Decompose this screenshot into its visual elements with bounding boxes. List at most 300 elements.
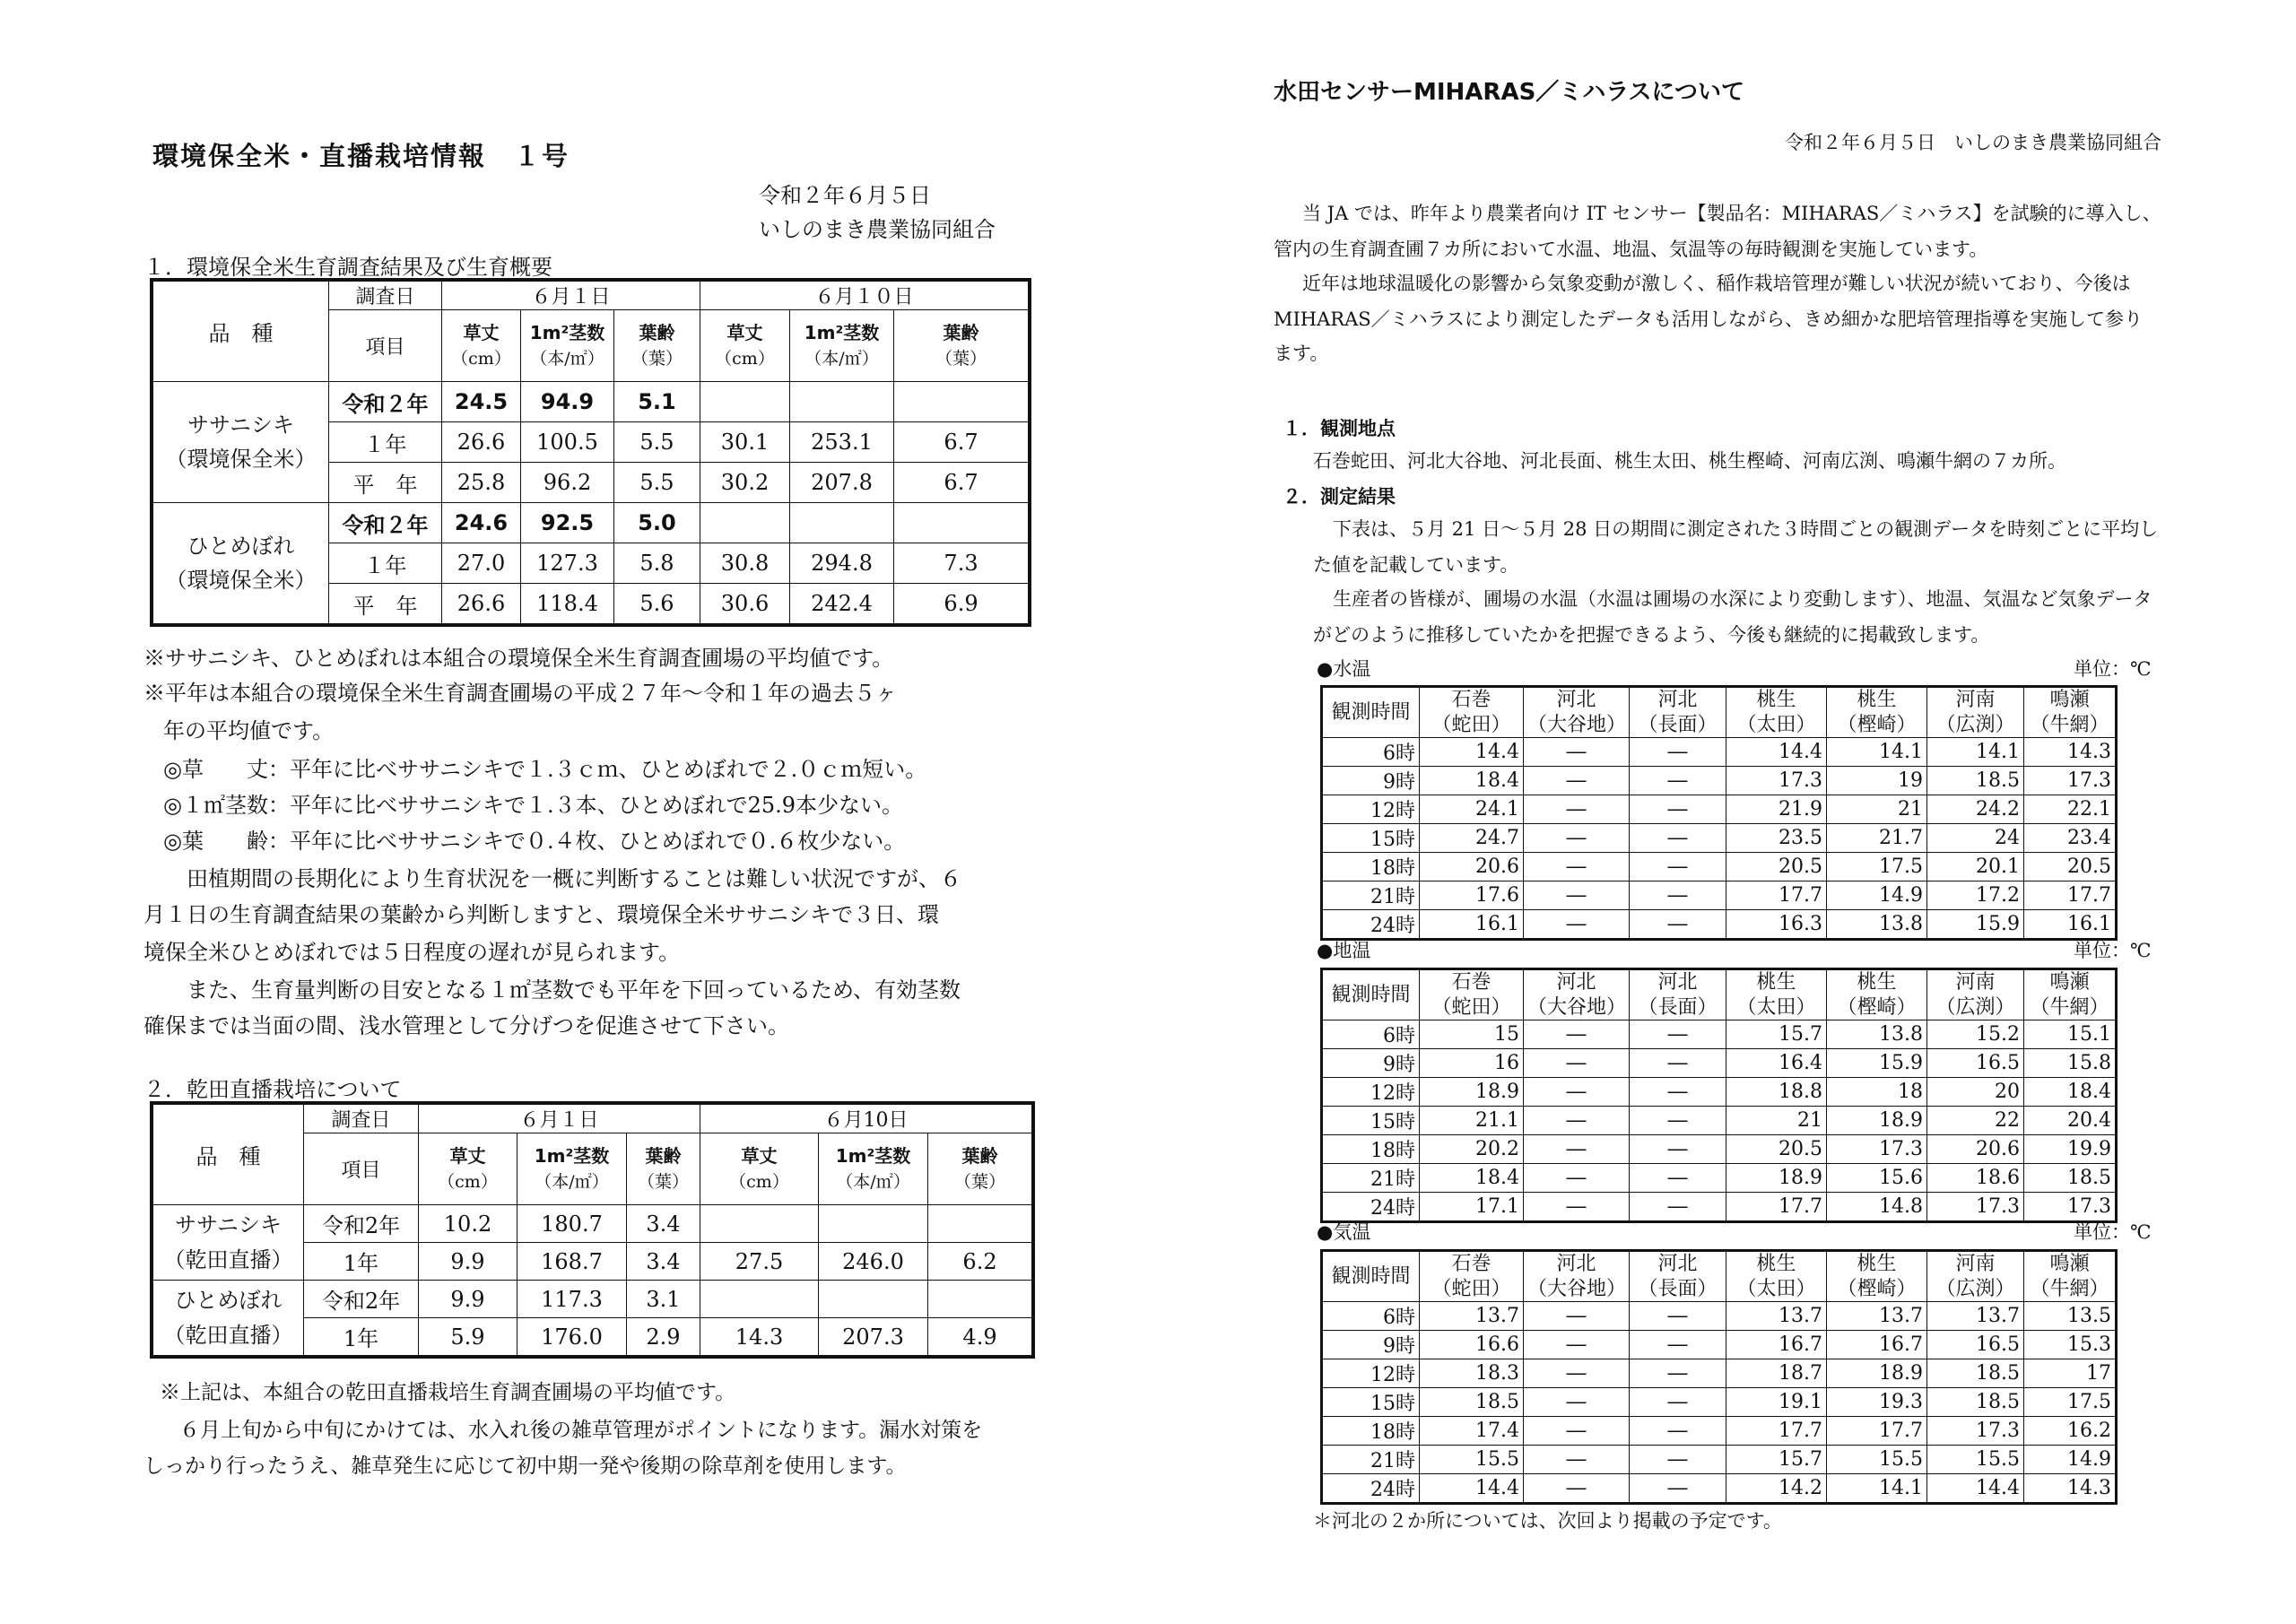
- value-cell: 16.2: [2024, 1417, 2116, 1446]
- section2-heading: ２．乾田直播栽培について: [144, 1077, 402, 1102]
- location-name: 河北: [1657, 689, 1698, 711]
- value-cell: 15.7: [1726, 1020, 1827, 1049]
- note-line: ◎１㎡茎数：平年に比べササニシキで１.３本、ひとめぼれで25.9本少ない。: [163, 793, 904, 818]
- variety-name: ひとめぼれ: [187, 533, 295, 559]
- value-cell: 15.3: [2024, 1331, 2116, 1359]
- sec2-line: 下表は、５月 21 日～５月 28 日の期間に測定された３時間ごとの観測データを時刻ごとに平均し: [1333, 518, 2159, 540]
- location-name: 桃生: [1857, 689, 1897, 711]
- header-row: [1323, 688, 2116, 738]
- unit-label: 単位：℃: [2074, 658, 2152, 680]
- value-cell: ―: [1524, 1331, 1630, 1359]
- value-cell: 21.7: [1827, 824, 1927, 853]
- time-cell: 18時: [1323, 1417, 1420, 1446]
- value-cell: ―: [1630, 1474, 1726, 1503]
- row-label: 令和2年: [304, 1205, 419, 1243]
- table-row: [1323, 1331, 2116, 1359]
- value-cell: 17.3: [2024, 1193, 2116, 1221]
- value-cell: 16.1: [2024, 910, 2116, 939]
- value-cell: 22: [1927, 1107, 2024, 1135]
- note-line: ６月上旬から中旬にかけては、水入れ後の雑草管理がポイントになります。漏水対策を: [179, 1419, 983, 1442]
- column-header: [790, 310, 894, 382]
- value-cell: 16.4: [1726, 1049, 1827, 1078]
- time-cell: 12時: [1323, 795, 1420, 824]
- value-cell: 94.9: [521, 382, 614, 422]
- intro-line: 管内の生育調査圃７カ所において水温、地温、気温等の毎時観測を実施しています。: [1274, 239, 1988, 260]
- value-cell: 6.9: [894, 584, 1029, 624]
- value-cell: ―: [1524, 1049, 1630, 1078]
- value-cell: 18.4: [1420, 767, 1524, 795]
- value-cell: 20.6: [1420, 853, 1524, 881]
- value-cell: 18.9: [1420, 1078, 1524, 1107]
- variety-sub: （環境保全米）: [165, 447, 317, 472]
- location-name: 桃生: [1756, 689, 1796, 711]
- value-cell: 17.7: [1726, 881, 1827, 910]
- location-header: [1927, 1252, 2024, 1302]
- value-cell: 16.7: [1726, 1331, 1827, 1359]
- table-row: [1323, 1107, 2116, 1135]
- value-cell: ―: [1630, 1446, 1726, 1474]
- note-line: 確保までは当面の間、浅水管理として分げつを促進させて下さい。: [144, 1013, 789, 1038]
- value-cell: ―: [1630, 1417, 1726, 1446]
- column-unit: （cm）: [438, 1172, 498, 1193]
- column-unit: （葉）: [637, 1172, 689, 1193]
- note-line: しっかり行ったうえ、雑草発生に応じて初中期一発や後期の除草剤を使用します。: [144, 1455, 907, 1478]
- location-sub: （大谷地）: [1527, 713, 1627, 736]
- time-cell: 15時: [1323, 824, 1420, 853]
- value-cell: ―: [1630, 1302, 1726, 1331]
- location-header: [1827, 970, 1927, 1020]
- value-cell: 9.9: [419, 1281, 517, 1318]
- value-cell: 6.7: [894, 463, 1029, 503]
- value-cell: 21.9: [1726, 795, 1827, 824]
- item-header: 項目: [329, 310, 442, 382]
- value-cell: ―: [1630, 1107, 1726, 1135]
- value-cell: 207.3: [819, 1318, 928, 1356]
- time-cell: 21時: [1323, 1446, 1420, 1474]
- location-sub: （太田）: [1736, 995, 1816, 1019]
- table-title: ●地温: [1317, 940, 1371, 961]
- value-cell: 9.9: [419, 1243, 517, 1281]
- table-title: ●水温: [1317, 658, 1371, 680]
- value-cell: 14.4: [1726, 738, 1827, 767]
- header-row: [1323, 970, 2116, 1020]
- table-row: [153, 1205, 1032, 1243]
- row-label: １年: [329, 422, 442, 463]
- time-cell: 6時: [1323, 1302, 1420, 1331]
- value-cell: ―: [1524, 1302, 1630, 1331]
- time-header: 観測時間: [1323, 970, 1420, 1020]
- value-cell: 3.1: [627, 1281, 700, 1318]
- value-cell: ―: [1524, 853, 1630, 881]
- row-label: １年: [329, 543, 442, 584]
- value-cell: 18.4: [2024, 1078, 2116, 1107]
- value-cell: ―: [1630, 881, 1726, 910]
- location-header: [1524, 970, 1630, 1020]
- column-unit: （cm）: [451, 349, 511, 369]
- value-cell: 5.8: [614, 543, 700, 584]
- column-header: [517, 1133, 627, 1205]
- value-cell: 15.8: [2024, 1049, 2116, 1078]
- value-cell: [819, 1281, 928, 1318]
- location-sub: （大谷地）: [1527, 1277, 1627, 1300]
- location-header: [2024, 688, 2116, 738]
- sec2-line: がどのように推移していたかを把握できるよう、今後も継続的に掲載致します。: [1313, 624, 1990, 646]
- value-cell: 24.5: [442, 382, 521, 422]
- growth-survey-table: [152, 281, 1029, 624]
- value-cell: ―: [1524, 910, 1630, 939]
- table-row: [1323, 1193, 2116, 1221]
- variety-cell: [153, 382, 329, 503]
- value-cell: 16: [1420, 1049, 1524, 1078]
- location-sub: （広渕）: [1935, 995, 2015, 1019]
- value-cell: 14.4: [1420, 738, 1524, 767]
- column-unit: （cm）: [715, 349, 775, 369]
- sec1-text: 石巻蛇田、河北大谷地、河北長面、桃生太田、桃生樫崎、河南広渕、鳴瀬牛網の７カ所。: [1313, 450, 2066, 472]
- value-cell: 18.3: [1420, 1359, 1524, 1388]
- value-cell: 20: [1927, 1078, 2024, 1107]
- value-cell: 18.9: [1827, 1359, 1927, 1388]
- value-cell: ―: [1524, 1417, 1630, 1446]
- value-cell: 15.9: [1827, 1049, 1927, 1078]
- time-cell: 24時: [1323, 1193, 1420, 1221]
- note-line: 田植期間の長期化により生育状況を一概に判断することは難しい状況ですが、６: [187, 866, 961, 891]
- location-sub: （樫崎）: [1837, 713, 1917, 736]
- value-cell: 22.1: [2024, 795, 2116, 824]
- unit-label: 単位：℃: [2074, 940, 2152, 961]
- value-cell: 26.6: [442, 584, 521, 624]
- intro-line: 近年は地球温暖化の影響から気象変動が激しく、稲作栽培管理が難しい状況が続いており、今後は: [1302, 273, 2131, 294]
- location-name: 鳴瀬: [2049, 971, 2090, 994]
- value-cell: ―: [1630, 1331, 1726, 1359]
- header-row: [153, 1105, 1032, 1133]
- location-header: [1630, 970, 1726, 1020]
- value-cell: [819, 1205, 928, 1243]
- table-row: [1323, 824, 2116, 853]
- location-header: [1420, 688, 1524, 738]
- column-header: [521, 310, 614, 382]
- table-row: [1323, 881, 2116, 910]
- value-cell: 19.3: [1827, 1388, 1927, 1417]
- value-cell: 168.7: [517, 1243, 627, 1281]
- value-cell: 17.4: [1420, 1417, 1524, 1446]
- value-cell: 21: [1726, 1107, 1827, 1135]
- variety-name: ひとめぼれ: [174, 1288, 283, 1314]
- value-cell: 14.1: [1927, 738, 2024, 767]
- survey-day-header: 調査日: [304, 1105, 419, 1133]
- value-cell: 14.2: [1726, 1474, 1827, 1503]
- value-cell: 2.9: [627, 1318, 700, 1356]
- column-name: 1m²茎数: [534, 1145, 610, 1168]
- header-row: [1323, 1252, 2116, 1302]
- table-row: [153, 382, 1029, 422]
- row-label: 令和2年: [304, 1281, 419, 1318]
- value-cell: 3.4: [627, 1205, 700, 1243]
- column-header: [419, 1133, 517, 1205]
- value-cell: 17: [2024, 1359, 2116, 1388]
- location-name: 鳴瀬: [2049, 1253, 2090, 1275]
- note-line: また、生育量判断の目安となる１㎡茎数でも平年を下回っているため、有効茎数: [187, 977, 961, 1003]
- value-cell: 18.5: [1927, 767, 2024, 795]
- table-row: [1323, 1388, 2116, 1417]
- value-cell: 17.7: [2024, 881, 2116, 910]
- value-cell: 4.9: [928, 1318, 1032, 1356]
- location-header: [1630, 688, 1726, 738]
- table-row: [1323, 1020, 2116, 1049]
- value-cell: 17.7: [1726, 1193, 1827, 1221]
- column-header: [700, 1133, 819, 1205]
- row-label: 平 年: [329, 463, 442, 503]
- value-cell: 15.5: [1827, 1446, 1927, 1474]
- location-sub: （太田）: [1736, 1277, 1816, 1300]
- table-row: [1323, 1359, 2116, 1388]
- column-unit: （本/㎡）: [530, 349, 604, 369]
- value-cell: 24.2: [1927, 795, 2024, 824]
- value-cell: 17.3: [2024, 767, 2116, 795]
- location-header: [1927, 970, 2024, 1020]
- value-cell: 19.1: [1726, 1388, 1827, 1417]
- value-cell: 17.5: [1827, 853, 1927, 881]
- value-cell: 127.3: [521, 543, 614, 584]
- value-cell: [790, 382, 894, 422]
- time-cell: 9時: [1323, 767, 1420, 795]
- value-cell: 20.2: [1420, 1135, 1524, 1164]
- header-row: [153, 282, 1029, 310]
- column-unit: （本/㎡）: [804, 349, 879, 369]
- unit-label: 単位：℃: [2074, 1221, 2152, 1243]
- footnote: ＊河北の２か所については、次回より掲載の予定です。: [1313, 1510, 1782, 1532]
- value-cell: 5.6: [614, 584, 700, 624]
- location-header: [1927, 688, 2024, 738]
- table-row: [1323, 1049, 2116, 1078]
- value-cell: [700, 1205, 819, 1243]
- table-row: [1323, 1078, 2116, 1107]
- location-sub: （樫崎）: [1837, 1277, 1917, 1300]
- column-name: 葉齢: [943, 322, 979, 344]
- location-sub: （牛網）: [2030, 713, 2109, 736]
- table-row: [1323, 738, 2116, 767]
- sensor-table: [1322, 687, 2116, 939]
- location-sub: （長面）: [1638, 1277, 1718, 1300]
- column-name: 草丈: [463, 322, 500, 344]
- value-cell: 15.7: [1726, 1446, 1827, 1474]
- location-sub: （蛇田）: [1431, 995, 1511, 1019]
- note-line: ※ササニシキ、ひとめぼれは本組合の環境保全米生育調査圃場の平均値です。: [144, 646, 894, 671]
- location-name: 石巻: [1451, 971, 1492, 994]
- location-sub: （牛網）: [2030, 995, 2109, 1019]
- value-cell: 18.5: [1927, 1388, 2024, 1417]
- value-cell: 24.1: [1420, 795, 1524, 824]
- value-cell: 13.7: [1927, 1302, 2024, 1331]
- time-cell: 9時: [1323, 1331, 1420, 1359]
- value-cell: 14.9: [2024, 1446, 2116, 1474]
- location-sub: （太田）: [1736, 713, 1816, 736]
- table-row: [1323, 910, 2116, 939]
- column-name: 草丈: [449, 1145, 486, 1168]
- row-label: 平 年: [329, 584, 442, 624]
- value-cell: 17.6: [1420, 881, 1524, 910]
- value-cell: 21.1: [1420, 1107, 1524, 1135]
- value-cell: 17.1: [1420, 1193, 1524, 1221]
- time-cell: 24時: [1323, 910, 1420, 939]
- value-cell: 20.5: [1726, 1135, 1827, 1164]
- value-cell: 20.6: [1927, 1135, 2024, 1164]
- value-cell: 16.5: [1927, 1331, 2024, 1359]
- value-cell: 18: [1827, 1078, 1927, 1107]
- value-cell: ―: [1524, 881, 1630, 910]
- location-name: 河南: [1955, 971, 1996, 994]
- value-cell: 294.8: [790, 543, 894, 584]
- value-cell: 96.2: [521, 463, 614, 503]
- date2-header: ６月10日: [700, 1105, 1032, 1133]
- note-line: ◎葉 齢：平年に比べササニシキで０.４枚、ひとめぼれで０.６枚少ない。: [163, 829, 906, 854]
- note-line: ◎草 丈：平年に比べササニシキで１.３ｃｍ、ひとめぼれで２.０ｃｍ短い。: [163, 757, 927, 782]
- value-cell: 3.4: [627, 1243, 700, 1281]
- value-cell: ―: [1630, 910, 1726, 939]
- column-unit: （本/㎡）: [535, 1172, 609, 1193]
- item-header: 項目: [304, 1133, 419, 1205]
- value-cell: ―: [1524, 1193, 1630, 1221]
- column-name: 草丈: [741, 1145, 778, 1168]
- location-sub: （大谷地）: [1527, 995, 1627, 1019]
- table-row: [1323, 1135, 2116, 1164]
- value-cell: ―: [1630, 1193, 1726, 1221]
- value-cell: 14.1: [1827, 1474, 1927, 1503]
- value-cell: 7.3: [894, 543, 1029, 584]
- location-header: [2024, 1252, 2116, 1302]
- value-cell: 30.2: [700, 463, 790, 503]
- right-dateline: 令和２年６月５日 いしのまき農業協同組合: [1785, 132, 2161, 153]
- time-cell: 21時: [1323, 881, 1420, 910]
- value-cell: 18.5: [1927, 1359, 2024, 1388]
- value-cell: 246.0: [819, 1243, 928, 1281]
- intro-line: 当 JA では、昨年より農業者向け IT センサー【製品名：MIHARAS／ミハラス】を試験的に導入し、: [1302, 203, 2161, 224]
- value-cell: ―: [1524, 1020, 1630, 1049]
- column-name: 1m²茎数: [835, 1145, 911, 1168]
- value-cell: ―: [1524, 824, 1630, 853]
- location-sub: （蛇田）: [1431, 713, 1511, 736]
- location-sub: （広渕）: [1935, 1277, 2015, 1300]
- value-cell: 18.9: [1726, 1164, 1827, 1193]
- value-cell: [928, 1281, 1032, 1318]
- location-name: 河北: [1657, 971, 1698, 994]
- variety-name: ササニシキ: [187, 412, 295, 438]
- location-sub: （長面）: [1638, 995, 1718, 1019]
- value-cell: 13.7: [1827, 1302, 1927, 1331]
- value-cell: 13.5: [2024, 1302, 2116, 1331]
- value-cell: 21: [1827, 795, 1927, 824]
- value-cell: ―: [1524, 1388, 1630, 1417]
- note-line: ※平年は本組合の環境保全米生育調査圃場の平成２７年～令和１年の過去５ヶ: [144, 681, 897, 706]
- value-cell: 13.8: [1827, 1020, 1927, 1049]
- value-cell: ―: [1524, 1135, 1630, 1164]
- row-label: 1年: [304, 1243, 419, 1281]
- time-cell: 6時: [1323, 738, 1420, 767]
- value-cell: ―: [1630, 1388, 1726, 1417]
- value-cell: 242.4: [790, 584, 894, 624]
- value-cell: 24.6: [442, 503, 521, 543]
- section1-heading: １．環境保全米生育調査結果及び生育概要: [144, 255, 552, 280]
- row-label: 令和２年: [329, 382, 442, 422]
- variety-header: 品 種: [208, 321, 274, 346]
- note-line: 月１日の生育調査結果の葉齢から判断しますと、環境保全米ササニシキで３日、環: [144, 902, 940, 927]
- location-header: [1524, 1252, 1630, 1302]
- value-cell: 14.3: [2024, 1474, 2116, 1503]
- right-title: 水田センサーMIHARAS／ミハラスについて: [1274, 79, 1744, 106]
- sensor-table: [1322, 969, 2116, 1221]
- value-cell: 5.9: [419, 1318, 517, 1356]
- location-name: 桃生: [1857, 1253, 1897, 1275]
- location-header: [2024, 970, 2116, 1020]
- location-header: [1827, 1252, 1927, 1302]
- value-cell: [700, 382, 790, 422]
- row-label: 令和２年: [329, 503, 442, 543]
- location-name: 河南: [1955, 689, 1996, 711]
- variety-header-cell: [153, 282, 329, 382]
- column-name: 1m²茎数: [529, 322, 605, 344]
- time-cell: 12時: [1323, 1359, 1420, 1388]
- table-row: [1323, 1446, 2116, 1474]
- value-cell: ―: [1630, 1020, 1726, 1049]
- column-header: [700, 310, 790, 382]
- intro-line: ます。: [1274, 343, 1329, 364]
- variety-header-cell: [153, 1105, 304, 1205]
- column-name: 1m²茎数: [804, 322, 880, 344]
- column-header: [819, 1133, 928, 1205]
- value-cell: 26.6: [442, 422, 521, 463]
- sec2-heading: ２．測定結果: [1283, 486, 1396, 508]
- column-name: 葉齢: [961, 1145, 998, 1168]
- table-row: [1323, 1302, 2116, 1331]
- value-cell: 27.0: [442, 543, 521, 584]
- value-cell: 17.3: [1927, 1417, 2024, 1446]
- value-cell: 18.7: [1726, 1359, 1827, 1388]
- location-name: 河北: [1556, 689, 1596, 711]
- value-cell: 15.6: [1827, 1164, 1927, 1193]
- value-cell: 27.5: [700, 1243, 819, 1281]
- value-cell: 25.8: [442, 463, 521, 503]
- left-title: 環境保全米・直播栽培情報 １号: [152, 141, 570, 171]
- value-cell: [894, 503, 1029, 543]
- value-cell: [700, 1281, 819, 1318]
- value-cell: 10.2: [419, 1205, 517, 1243]
- value-cell: 30.6: [700, 584, 790, 624]
- value-cell: 20.1: [1927, 853, 2024, 881]
- location-sub: （牛網）: [2030, 1277, 2109, 1300]
- value-cell: 18.9: [1827, 1107, 1927, 1135]
- time-cell: 24時: [1323, 1474, 1420, 1503]
- location-name: 河南: [1955, 1253, 1996, 1275]
- time-cell: 12時: [1323, 1078, 1420, 1107]
- time-cell: 21時: [1323, 1164, 1420, 1193]
- value-cell: ―: [1524, 1164, 1630, 1193]
- column-header: [627, 1133, 700, 1205]
- value-cell: 15: [1420, 1020, 1524, 1049]
- column-unit: （葉）: [935, 349, 987, 369]
- value-cell: ―: [1630, 1135, 1726, 1164]
- value-cell: 15.9: [1927, 910, 2024, 939]
- location-name: 桃生: [1857, 971, 1897, 994]
- time-cell: 18時: [1323, 1135, 1420, 1164]
- value-cell: 19.9: [2024, 1135, 2116, 1164]
- value-cell: ―: [1630, 1359, 1726, 1388]
- location-header: [1726, 688, 1827, 738]
- location-header: [1420, 1252, 1524, 1302]
- column-header: [894, 310, 1029, 382]
- direct-seeding-table: [152, 1104, 1032, 1356]
- sec2-line: た値を記載しています。: [1313, 554, 1519, 576]
- location-name: 河北: [1556, 971, 1596, 994]
- value-cell: 18.4: [1420, 1164, 1524, 1193]
